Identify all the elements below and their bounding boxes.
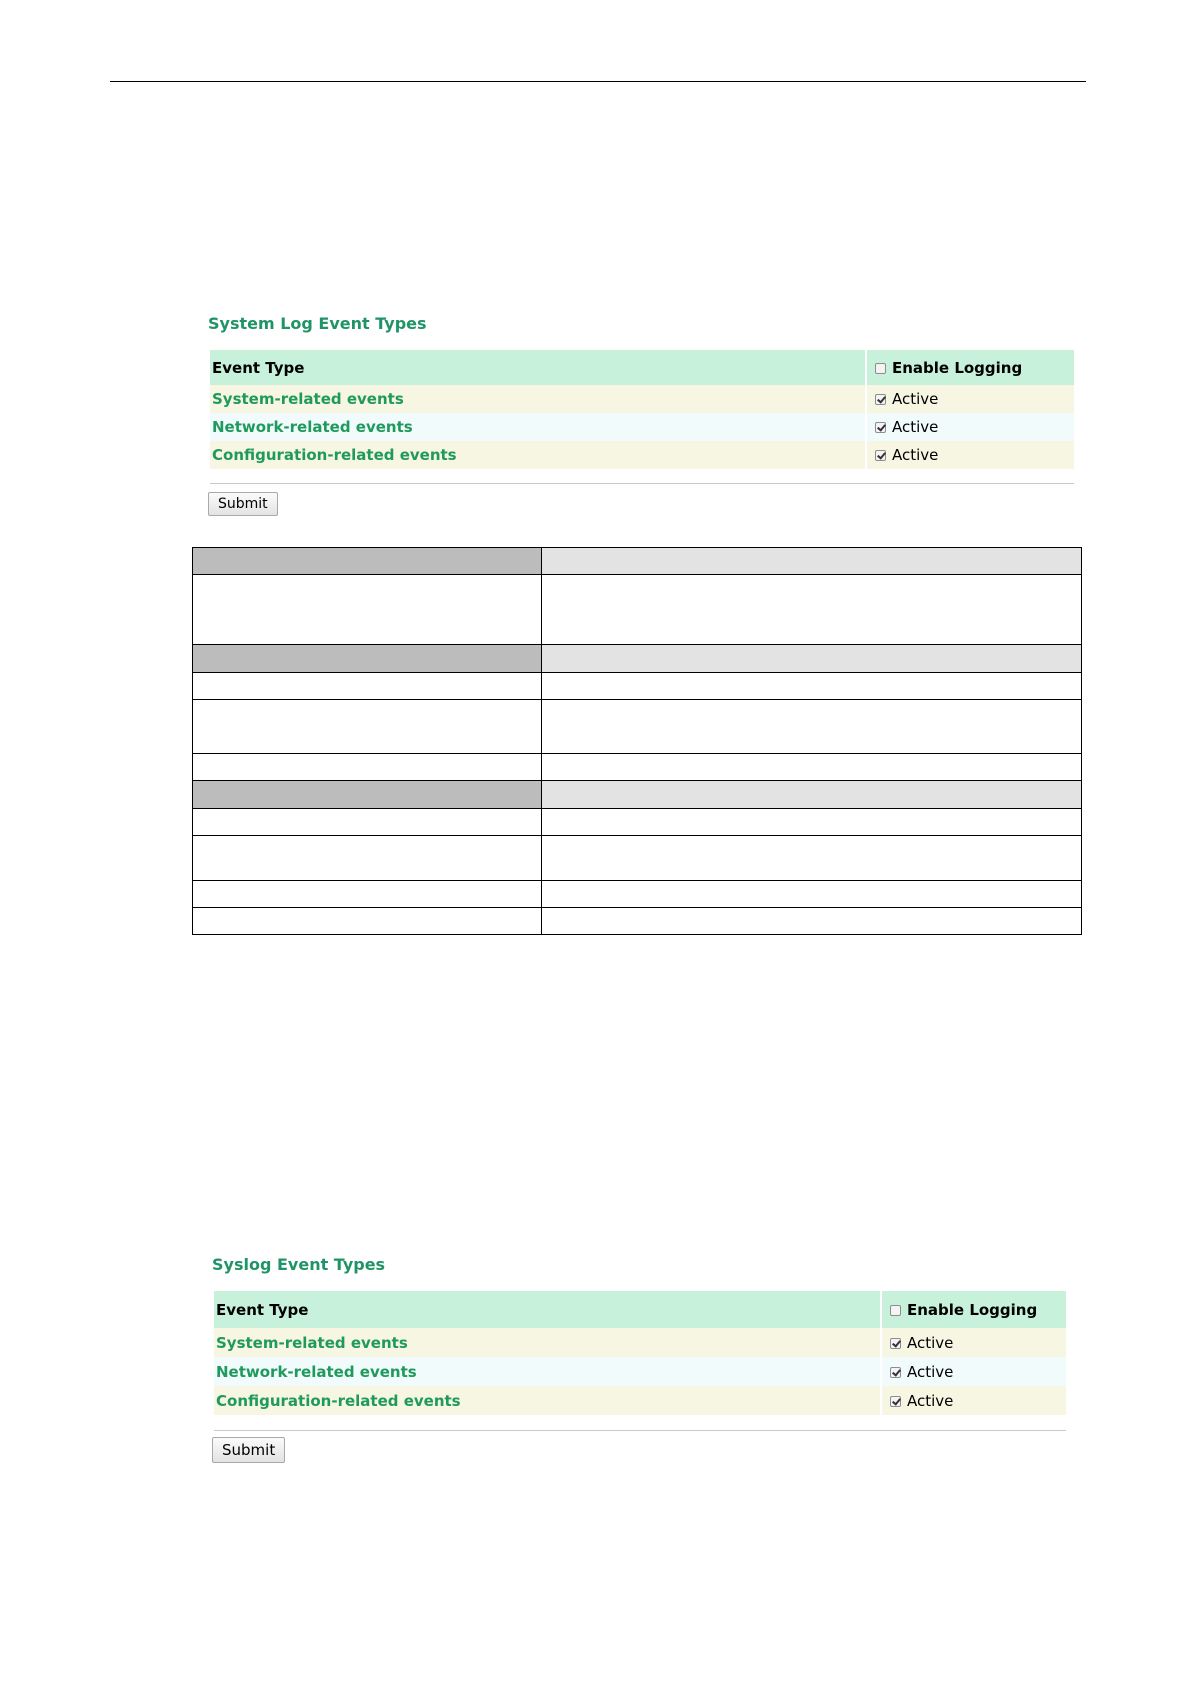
table-divider bbox=[210, 483, 1074, 484]
panel-title: Syslog Event Types bbox=[212, 1255, 386, 1274]
enable-all-checkbox[interactable] bbox=[875, 363, 886, 374]
table-divider bbox=[214, 1430, 1066, 1431]
table-row bbox=[214, 1328, 1066, 1357]
table-section-header bbox=[193, 645, 1082, 673]
active-label: Active bbox=[907, 1391, 954, 1410]
active-label: Active bbox=[907, 1362, 954, 1381]
table-section-header bbox=[193, 781, 1082, 809]
table-row bbox=[214, 1357, 1066, 1386]
event-type-cell: System-related events bbox=[214, 1328, 881, 1357]
table-row bbox=[214, 1386, 1066, 1415]
submit-button[interactable]: Submit bbox=[212, 1437, 285, 1463]
table-row bbox=[193, 881, 1082, 908]
enable-logging-header bbox=[866, 350, 1074, 385]
event-type-cell: Network-related events bbox=[210, 413, 866, 441]
active-label: Active bbox=[892, 418, 939, 436]
state-cell bbox=[866, 441, 1074, 469]
page-header-rule bbox=[110, 81, 1086, 82]
event-type-header: Event Type bbox=[214, 1291, 881, 1328]
parameter-description-table bbox=[192, 547, 1082, 935]
table-section-header bbox=[193, 548, 1082, 575]
table-row bbox=[193, 575, 1082, 645]
active-label: Active bbox=[892, 390, 939, 408]
enable-logging-label: Enable Logging bbox=[892, 358, 1023, 377]
table-header-row bbox=[210, 350, 1074, 385]
event-type-cell: Configuration-related events bbox=[214, 1386, 881, 1415]
active-checkbox[interactable] bbox=[875, 450, 886, 461]
active-checkbox[interactable] bbox=[875, 394, 886, 405]
event-type-header: Event Type bbox=[210, 350, 866, 385]
event-type-cell: Network-related events bbox=[214, 1357, 881, 1386]
panel-title: System Log Event Types bbox=[208, 314, 427, 333]
event-type-cell: System-related events bbox=[210, 385, 866, 413]
table-row bbox=[210, 413, 1074, 441]
table-row bbox=[193, 809, 1082, 836]
state-cell bbox=[881, 1328, 1066, 1357]
active-label: Active bbox=[907, 1333, 954, 1352]
active-checkbox[interactable] bbox=[875, 422, 886, 433]
syslog-event-types-panel bbox=[212, 1255, 1068, 1465]
event-type-cell: Configuration-related events bbox=[210, 441, 866, 469]
enable-all-checkbox[interactable] bbox=[890, 1305, 901, 1316]
table-row bbox=[210, 385, 1074, 413]
active-checkbox[interactable] bbox=[890, 1338, 901, 1349]
enable-logging-label: Enable Logging bbox=[907, 1300, 1038, 1319]
table-row bbox=[193, 754, 1082, 781]
active-checkbox[interactable] bbox=[890, 1396, 901, 1407]
active-checkbox[interactable] bbox=[890, 1367, 901, 1378]
state-cell bbox=[881, 1386, 1066, 1415]
active-label: Active bbox=[892, 446, 939, 464]
submit-button[interactable]: Submit bbox=[208, 492, 278, 516]
enable-logging-header bbox=[881, 1291, 1066, 1328]
state-cell bbox=[866, 413, 1074, 441]
state-cell bbox=[881, 1357, 1066, 1386]
table-row bbox=[193, 908, 1082, 935]
table-header-row bbox=[214, 1291, 1066, 1328]
table-row bbox=[193, 836, 1082, 881]
event-types-table bbox=[210, 350, 1074, 469]
table-row bbox=[210, 441, 1074, 469]
state-cell bbox=[866, 385, 1074, 413]
event-types-table bbox=[214, 1291, 1066, 1415]
system-log-event-types-panel bbox=[208, 314, 1074, 519]
table-row bbox=[193, 673, 1082, 700]
table-row bbox=[193, 700, 1082, 754]
